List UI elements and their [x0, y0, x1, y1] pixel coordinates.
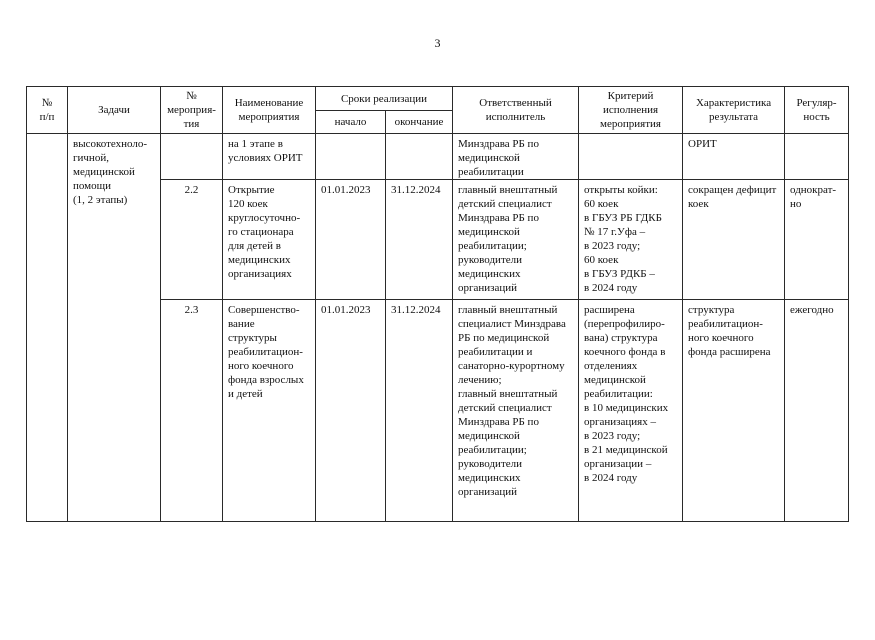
- cell-regularity: ежегодно: [785, 300, 849, 522]
- cell-event-num: 2.3: [161, 300, 223, 522]
- header-event-num: № мероприя- тия: [161, 87, 223, 134]
- header-responsible: Ответственный исполнитель: [453, 87, 579, 134]
- header-result: Характеристика результата: [683, 87, 785, 134]
- cell-event-name: Открытие 120 коек круглосуточно- го стационара для детей в медицинских организациях: [223, 180, 316, 300]
- header-end: окончание: [386, 111, 453, 134]
- cell-criterion: расширена (перепрофилиро- вана) структура коечного фонда в отделениях медицинской реабилитации: в 10 медицинских организациях – в 2023 году; в 21 медицинской организации – в 2024 году: [579, 300, 683, 522]
- cell-criterion: [579, 134, 683, 180]
- cell-task: высокотехноло- гичной, медицинской помощи (1, 2 этапы): [68, 134, 161, 522]
- cell-regularity: однократ- но: [785, 180, 849, 300]
- header-num: № п/п: [27, 87, 68, 134]
- cell-responsible: главный внештатный детский специалист Минздрава РБ по медицинской реабилитации; руководители медицинских организаций: [453, 180, 579, 300]
- header-regularity: Регуляр- ность: [785, 87, 849, 134]
- header-criterion: Критерий исполнения мероприятия: [579, 87, 683, 134]
- cell-event-num: 2.2: [161, 180, 223, 300]
- cell-event-name: на 1 этапе в условиях ОРИТ: [223, 134, 316, 180]
- cell-event-name: Совершенство- вание структуры реабилитацион- ного коечного фонда взрослых и детей: [223, 300, 316, 522]
- page-number: 3: [434, 36, 441, 50]
- header-row: [27, 87, 849, 111]
- cell-event-num: [161, 134, 223, 180]
- cell-start: [316, 134, 386, 180]
- cell-result: структура реабилитацион- ного коечного фонда расширена: [683, 300, 785, 522]
- cell-start: 01.01.2023: [316, 180, 386, 300]
- cell-responsible: главный внештатный специалист Минздрава РБ по медицинской реабилитации и санаторно-курортному лечению; главный внештатный детский специалист Минздрава РБ по медицинской реабилитации; руководители медицинских организаций: [453, 300, 579, 522]
- header-period: Сроки реализации: [316, 87, 453, 111]
- cell-start: 01.01.2023: [316, 300, 386, 522]
- cell-num: [27, 134, 68, 522]
- header-tasks: Задачи: [68, 87, 161, 134]
- cell-end: 31.12.2024: [386, 300, 453, 522]
- header-event-name: Наименование мероприятия: [223, 87, 316, 134]
- cell-criterion: открыты койки: 60 коек в ГБУЗ РБ ГДКБ № 17 г.Уфа – в 2023 году; 60 коек в ГБУЗ РДКБ – в 2024 году: [579, 180, 683, 300]
- cell-regularity: [785, 134, 849, 180]
- header-start: начало: [316, 111, 386, 134]
- cell-result: ОРИТ: [683, 134, 785, 180]
- cell-end: [386, 134, 453, 180]
- cell-end: 31.12.2024: [386, 180, 453, 300]
- measures-table: [26, 86, 849, 522]
- cell-responsible: Минздрава РБ по медицинской реабилитации: [453, 134, 579, 180]
- cell-result: сокращен дефицит коек: [683, 180, 785, 300]
- table-row: [27, 134, 849, 180]
